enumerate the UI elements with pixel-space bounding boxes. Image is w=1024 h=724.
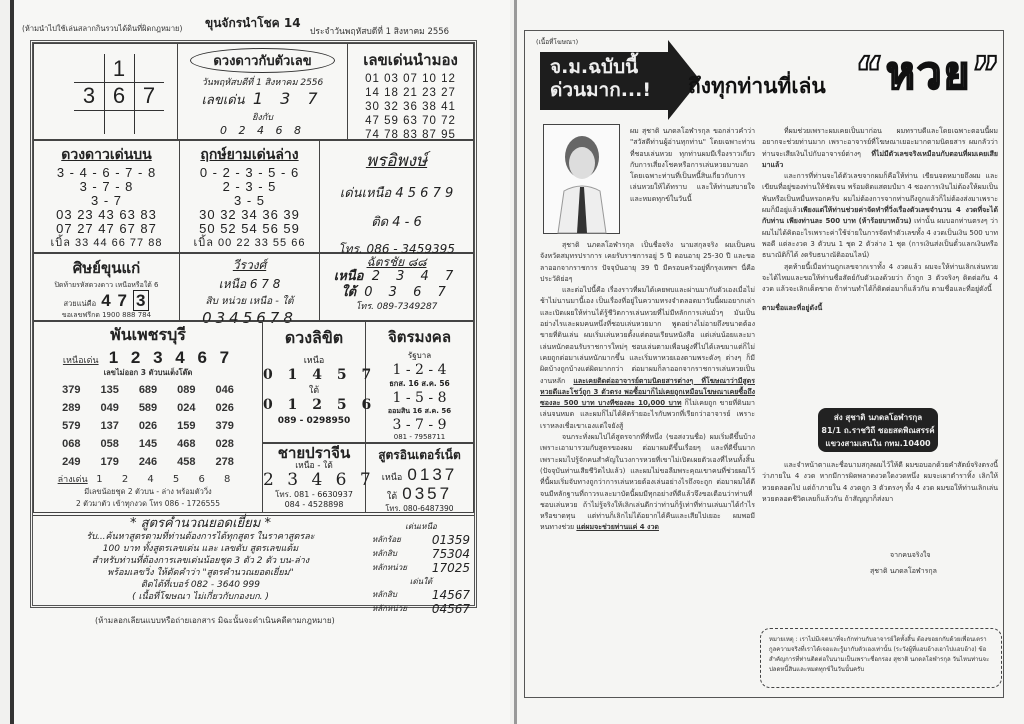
number-grid	[33, 43, 178, 140]
lottery-tips-box	[30, 40, 477, 616]
number-cell: 458	[177, 456, 196, 468]
formula-digit-row	[368, 588, 474, 602]
sit-tel: ขอเลขฟรีกด 1900 888 784	[61, 311, 152, 319]
digit-position: หลักหน่วย	[372, 604, 407, 613]
jit-label: รัฐบาล	[407, 351, 432, 360]
mailing-address	[818, 408, 938, 452]
star-sub: 0 2 4 6 8	[220, 124, 305, 137]
upper-line: 3 - 7	[90, 193, 122, 208]
phan-low: 1 2 4 5 6 8	[96, 474, 239, 485]
porn-north: เด่นเหนือ 4 5 6 7 9	[339, 186, 454, 201]
person-portrait-icon	[544, 125, 619, 233]
formula-line: 100 บาท ทั้งสูตรเลขเด่น และ เลขดับ สูตรเลขแต้ม	[102, 544, 299, 554]
jit-label: ธกส. 16 ส.ค. 56	[389, 379, 450, 388]
porn-numbers	[320, 140, 474, 256]
issue-date: ประจำวันพฤหัสบดีที่ 1 สิงหาคม 2556	[310, 27, 450, 37]
upper-line: 03 23 43 63 83	[56, 207, 157, 222]
lower-line: 50 52 54 56 59	[199, 221, 300, 236]
address-line: 81/1 ถ.ราชวิถี ซอยสดพิณสรรค์	[821, 426, 935, 435]
chai-title: ชายปราจีน	[277, 444, 351, 462]
number-cell: 379	[62, 384, 81, 396]
grid-digit: 6	[112, 83, 126, 108]
article-paragraph: ผม สุชาติ นภดลโอฬารกุล ขอกล่าวคำว่า "สวัสดีท่านผู้อ่านทุกท่าน" โดยเฉพาะท่านที่ชอบเล่นหวย ทุกท่านผมมีเรื่องราวเกี่ยวกับการเสี่ยงโชคหรือการเล่นหวยมาบอกโดยเฉพาะท่านที่เป็นหนี้สินเกี่ยวกับการเล่นหวยให้ได้ทราบ และให้ท่านสบายใจและหมดทุกข์ในวันนี้	[630, 127, 755, 203]
article-emphasis: แต่ผมจะช่วยท่านแค่ 4 งวด	[576, 523, 659, 532]
number-row	[52, 381, 244, 399]
chai-tel: 084 - 4528898	[284, 500, 344, 509]
formula-north-title: เด่นเหนือ	[405, 522, 437, 531]
formula-line: ติดได้ที่เบอร์ 082 - 3640 999	[141, 580, 260, 590]
number-cell: 046	[215, 384, 234, 396]
namong-line: 01 03 07 10 12	[365, 73, 456, 85]
headline-lottery: “หวย”	[855, 48, 1003, 99]
inter-title: สูตรอินเตอร์เน็ต	[378, 448, 461, 462]
chat-tel: โทร. 089-7349287	[355, 302, 438, 312]
digit-position: หลักหน่วย	[372, 563, 407, 572]
chat-title: ฉัตรชัย ๘๘	[366, 255, 427, 269]
upper-numbers	[33, 140, 180, 253]
star-main-label: เลขเด่น	[201, 93, 245, 108]
signature-line: จากคนจริงใจ	[890, 551, 931, 559]
number-cell: 379	[215, 420, 234, 432]
namong-line: 14 18 21 23 27	[365, 87, 456, 99]
lower-line: 3 - 5	[233, 193, 265, 208]
signature-name: สุชาติ นภดลโอฬารกุล	[870, 567, 937, 575]
formula-south-title: เด่นใต้	[409, 577, 433, 586]
number-cell: 246	[138, 456, 158, 468]
grid-digit: 7	[142, 83, 156, 108]
disclaimer-note: หมายเหตุ : เราไม่มีเจตนาที่จะกักท่านกับอาจารย์ใดทั้งสิ้น ต้องขอยกกับด้วยเพื่อนเตรากูลความจริงที่เราได้เจอและรู้มากับตัวเองเท่านั้น (ระวังผู้ที่แอบอ้างเอาไปแอบอ้าง) ข้อสำคัญการที่ท่านติดต่อในนามเป็นเพราะชื่อกรอง สุชาติ นภดลโอฬารกุล วันไหนท่านจะปลดหนี้สินและหมดทุกข์ในวันนั้นครับ	[760, 628, 1002, 688]
number-cell: 589	[138, 402, 158, 414]
wiwong-north: เหนือ 6 7 8	[218, 277, 281, 291]
upper-line: 07 27 47 67 87	[56, 221, 157, 236]
star-title: ดวงดาวกับตัวเลข	[190, 48, 334, 73]
number-cell: 278	[215, 456, 234, 468]
bottom-warning: (ห้ามลอกเลียนแบบหรือถ่ายเอกสาร มิฉะนั้นจะดำเนินคดีตามกฎหมาย)	[95, 616, 335, 625]
formula-line: พร้อมเลขวิ่ง ให้ตัดคำว่า "สูตรคำนวณยอดเยี่ยม"	[107, 568, 294, 578]
digit-value: 17025	[431, 561, 470, 575]
upper-line: 3 - 7 - 8	[79, 179, 134, 194]
upper-title: ดวงดาวเด่นบน	[61, 147, 152, 163]
namong-title: เลขเด่นนำมอง	[363, 51, 458, 69]
number-cell: 145	[138, 438, 158, 450]
digit-position: หลักสิบ	[372, 590, 397, 599]
digit-value: 01359	[431, 533, 470, 547]
wiwong-numbers	[180, 253, 320, 327]
likit-numbers	[263, 321, 377, 443]
number-cell: 058	[100, 438, 119, 450]
article-paragraph: สุชาติ นภดลโอฬารกุล เป็นชื่อจริง นามสกุลจริง ผมเป็นคนจังหวัดสมุทรปราการ เคยรับราชการอยู่ 5 ปี ตอนอายุ 25-30 ปี และขอลาออกจากราชการ ปัจจุบันอายุ 39 ปี มีครอบครัวอยู่ที่กรุงเทพฯ นี่คือประวัติย่อๆ	[540, 241, 755, 283]
sit-boxed: 3	[133, 290, 149, 311]
banner-line: ด่วนมาก...!	[550, 79, 652, 101]
number-cell: 289	[62, 402, 81, 414]
likit-north-label: เหนือ	[303, 356, 325, 366]
inter-tel: โทร. 080-6487390	[385, 504, 454, 513]
address-line: ส่ง สุชาติ นภดลโอฬารกุล	[833, 413, 923, 422]
article-paragraph: สุดท้ายนี้เมื่อท่านถูกเลขจากเราทั้ง 4 งวดแล้ว ผมจะให้ท่านเลิกเล่นหวยจะได้ไหมและขอให้ท่านซื่อสัตย์กับตัวเองด้วยว่า ถ้าถูก 3 ตัวจริงๆ ติดต่อกัน 4 งวด แล้วจะเลิกเด็ดขาด ถ้าท่านทำได้ก็ติดต่อมาก็แล้วกัน ตามชื่อและที่อยู่ดังนี้	[762, 262, 998, 294]
digit-position: หลักสิบ	[372, 549, 397, 558]
phan-note: 2 ตัวมาตัว เข้าทุกงวด โทร 086 - 1726555	[76, 499, 220, 508]
headline: ถึงทุกท่านที่เล่น	[688, 74, 826, 98]
number-row	[52, 417, 244, 435]
star-date: วันพฤหัสบดีที่ 1 สิงหาคม 2556	[201, 78, 324, 88]
number-row	[52, 435, 244, 453]
formula-digit-row	[368, 561, 474, 575]
jit-number: 3 - 7 - 9	[392, 417, 447, 433]
wiwong-desc: สิบ หน่วย เหนือ - ใต้	[205, 296, 294, 307]
sit-desc: ปิดท้ายรหัสดวงดาว เหนือหรือใต้ 6	[54, 281, 159, 289]
number-cell: 468	[177, 438, 196, 450]
article-paragraph: และจำหน้าตาและชื่อนามสกุลผมไว้ให้ดี ผมขอบอกด้วยคำสัตย์จริงตรงนี้ว่าภายใน 4 งวด หากมีการผิดพลาดงวดใดงวดหนึ่ง ผมจะเผาตำราทิ้ง เลิกให้หวยตลอดไป แต่ถ้าภายใน 4 งวดถูก 3 ตัวตรงๆ ทั้ง 4 งวด ผมขอให้ท่านเลิกเล่นหวยตลอดชีวิตเลยก็แล้วกัน ถ้าสัญญาก็ส่งมา	[762, 461, 998, 503]
digit-value: 04567	[431, 602, 470, 616]
banner-line: จ.ม.ฉบับนี้	[550, 56, 639, 78]
star-numbers	[178, 43, 348, 140]
formula-ad	[33, 515, 474, 616]
number-cell: 179	[100, 456, 119, 468]
article-emphasis: และเคยติดต่ออาจารย์ตามนิตยสารต่างๆ ที่โฆษณาว่ามีสูตรหวยดีและโชว์ถูก 3 ตัวตรง พอซื้อมาก็ไม่เคยถูกเหมือนโฆษณาเคยซื้อถึงซองละ 500 บาท บางทีซองละ 10,000 บาท	[540, 376, 755, 408]
inter-north-label: เหนือ	[381, 473, 403, 483]
upper-line: เบิ้ล 33 44 66 77 88	[50, 237, 163, 249]
top-warning: (ห้ามนำไปใช้เล่นสลากกินรวบได้ดินที่ผิดกฎหมาย)	[22, 24, 183, 33]
inter-south: 0357	[402, 484, 453, 503]
jit-title: จิตรมงคล	[387, 328, 452, 346]
formula-digit-row	[368, 547, 474, 561]
article-paragraph: ก็ไม่เคยถูก ขายที่ดินมาเล่นจนหมด และผมก็ไม่ได้คิดร้ายอะไรกับพวกที่เรียกว่าอาจารย์ เพราะเราหลงเชื่อเขาเองแต่ใจยังสู้	[540, 399, 755, 430]
likit-title: ดวงลิขิต	[284, 328, 344, 347]
digit-value: 75304	[431, 547, 470, 561]
phan-title: พันเพชรบุรี	[110, 325, 186, 344]
number-cell: 249	[62, 456, 81, 468]
number-cell: 089	[177, 384, 196, 396]
number-cell: 028	[215, 438, 234, 450]
number-cell: 135	[100, 384, 119, 396]
jit-tel: 081 - 7958711	[393, 433, 446, 441]
ad-label: (เนื้อที่โฆษณา)	[536, 38, 579, 46]
phan-number-table	[52, 381, 244, 471]
lower-title: ฤกษ์ยามเด่นล่าง	[200, 147, 299, 163]
namong-line: 47 59 63 70 72	[365, 115, 456, 127]
article-col1	[540, 240, 755, 534]
phan-lead: 1 2 3 4 6 7	[108, 348, 234, 367]
phan-low-label: ล่างเด่น	[57, 475, 88, 485]
number-cell: 049	[100, 402, 119, 414]
likit-north: 0 1 4 5 7	[263, 367, 377, 383]
number-cell: 024	[177, 402, 196, 414]
urgent-banner	[540, 52, 670, 110]
likit-tel: 089 - 0298950	[277, 416, 351, 426]
sit-label: สวยแน่คือ	[63, 299, 97, 308]
jit-number: 1 - 5 - 8	[392, 390, 447, 406]
chat-south: 0 3 6 7	[364, 285, 452, 300]
article-paragraph: และการที่ท่านจะได้ตัวเลขจากผมก็คือให้ท่าน เขียนจดหมายถึงผม และเขียนที่อยู่ของท่านให้ชัดเจน พร้อมติดแสตมป์มา 4 ซองการเงินไม่ต้องให้ผมเป็นพันหรือเป็นหมื่นหรอกครับ ผมไม่ต้องการจากท่านถึงถูกแล้วก็ไม่ต้องส่งมาเพราะผมก็มีอยู่แล้ว	[762, 172, 998, 215]
phan-note: มีเลขน้อยชุด 2 ตัวบน - ล่าง พร้อมตัววิ่ง	[84, 487, 212, 496]
number-cell: 579	[62, 420, 81, 432]
chat-south-label: ใต้	[341, 285, 357, 300]
jit-label: ออมสิน 16 ส.ค. 56	[387, 407, 452, 415]
article-paragraph: เท่านั้น ผมบอกท่านตรงๆ ว่า ผมไม่ได้คิดอะไรเพราะค่าใช้จ่ายในการจัดทำตัวเลขทั้ง 4 งวดเป็นเงิน 500 บาท พอดี แต่ละงวด 3 ตัวบน 1 ชุด 2 ตัวล่าง 1 ชุด (การเงินส่งเป็นตั๋วแลกเงินหรือธนาณัติก็ได้ งดรับธนาณัติออนไลน์)	[762, 217, 998, 260]
formula-line: สำหรับท่านที่ต้องการเลขเด่นน้อยชุด 3 ตัว 2 ตัว บน-ล่าง	[91, 556, 310, 566]
porn-title: พรอิพงษ์	[365, 151, 428, 171]
number-cell: 689	[138, 384, 158, 396]
formula-line: ( เนื้อที่โฆษณา ไม่เกี่ยวกับกองบก. )	[132, 592, 269, 602]
article-col2	[762, 126, 998, 315]
inter-north: 0137	[407, 465, 458, 484]
address-label: ตามชื่อและที่อยู่ดังนี้	[762, 304, 823, 313]
likit-south: 0 1 2 5 6	[263, 397, 377, 413]
closing-paragraph	[762, 460, 998, 505]
chai-numbers	[263, 443, 375, 513]
chat-numbers	[320, 253, 474, 321]
sit-title: ศิษย์ขุนแก่	[72, 259, 141, 277]
star-sub-label: ยิงกับ	[252, 113, 273, 123]
number-cell: 026	[215, 402, 234, 414]
jit-number: 1 - 2 - 4	[392, 362, 447, 378]
article-paragraph: และต่อไปนี้คือ เรื่องราวที่ผมได้เคยพบและผ่านมากับตัวเองเมื่อไม่ช้าไม่นานมานี้เอง เป็นเรื่องที่อยู่ในความทรงจำตลอดมาวันนี้ผมอยากเล่าและเปิดเผยให้ท่านได้รู้ชีวิตการเล่นหวยที่ไม่มีหลักการเล่นมั่วๆ มันเป็นอย่างไรและผมคนหนึ่งที่ชอบเล่นหวยมาก พูดอย่างไม่อายถึงขนาดต้องขายที่ดินเล่น ผมเริ่มเล่นหวยตั้งแต่ตอนเรียนหนังสือ แต่เล่นน้อยและมาเล่นหนักตอนรับราชการใหม่ๆ ชอบเล่นตามเพื่อนฝูงที่ไปได้เลขมาแต่ก็ไม่เคยถูกต่อมาเล่นหนักมากขึ้น และเริ่มหาหวยเองตามพระดังๆ ต่างๆ ก็มีผิดบ้างถูกบ้างแต่ผิดมากกว่า ต่อมาผมก็ลาออกจากราชการเล่นหวยเป็นงานหลัก	[540, 286, 755, 385]
number-row	[52, 453, 244, 471]
number-cell: 068	[62, 438, 81, 450]
porn-tel: โทร. 086 - 3459395	[338, 242, 455, 256]
number-cell: 159	[177, 420, 196, 432]
lower-line: 2 - 3 - 5	[222, 179, 277, 194]
number-cell: 137	[100, 420, 119, 432]
lower-line: 0 - 2 - 3 - 5 - 6	[199, 165, 300, 180]
grid-digit: 1	[112, 56, 126, 81]
chai-tel: โทร. 081 - 6630937	[275, 490, 353, 499]
page-title: ขุนจักรนำโชค 14	[205, 16, 301, 30]
digit-position: หลักร้อย	[372, 535, 401, 544]
namong-line: 30 32 36 38 41	[365, 101, 456, 113]
number-row	[52, 399, 244, 417]
wiwong-title: วีรวงศ์	[232, 258, 267, 272]
formula-digit-row	[368, 602, 474, 616]
namong-line: 74 78 83 87 95	[365, 129, 456, 141]
article-emphasis: ที่ไม่มีตัวเลขจริงเหมือนกับตอนที่ผมเคยเสียมาแล้ว	[762, 149, 998, 169]
sit-numbers	[33, 253, 180, 321]
namong-numbers	[348, 43, 474, 140]
chat-north-label: เหนือ	[333, 269, 364, 284]
star-main: 1 3 7	[252, 89, 324, 108]
chai-nums: 2 3 4 6 7	[263, 470, 375, 490]
likit-south-label: ใต้	[308, 386, 320, 396]
lower-line: เบิ้ล 00 22 33 55 66	[193, 237, 306, 249]
article-paragraph: จนกระทั่งผมไปได้สูตรจากที่ที่หนึ่ง (ขอสงวนชื่อ) ผมเริ่มดีขึ้นบ้าง เพราะเอามารวมกับสูตรของผม ต่อมาผมดีขึ้นเรื่อยๆ และที่ดีขึ้นมากเพราะผมไปรู้จักคนสำคัญในวงการหวยที่เขาไม่เปิดเผยตัวเองที่ไหนทั้งสิ้น (ปัจจุบันท่านเสียชีวิตไปแล้ว) และผมไม่ขอลืมพระคุณเขาคนที่ช่วยผมไว้ ที่นี้ผมเริ่มจับทางถูกว่าการเล่นหวยต้องเล่นอย่างไรถึงจะถูก ต่อมาผมได้ดีจนมีหลักฐานที่ถาวรและมาบัดนี้ผมมีทุกอย่างที่ดีแล้วจึงขอเตือนว่าท่านที่ชอบเล่นหวย ถ้าไม่รู้จริงให้เลิกเล่นดีกว่าท่านก็รู้เท่าที่ท่านเล่นมาได้กำไรหรือขาดทุน แต่ท่านก็เลิกไม่ได้อยากได้คืนและเสียไปเยอะ ผมพอมีหนทางช่วย	[540, 433, 755, 532]
upper-line: 3 - 4 - 6 - 7 - 8	[56, 165, 157, 180]
number-cell: 026	[138, 420, 158, 432]
author-photo	[543, 124, 620, 234]
chat-north: 2 3 4 7	[371, 269, 460, 284]
article-col1-intro	[630, 126, 755, 205]
address-line: แขวงสามเสนใน กทม.10400	[825, 439, 931, 448]
sit-nums: 4 7	[101, 291, 128, 310]
phan-lead-label: เหนือเด่น	[62, 356, 99, 366]
wiwong-nums: 0345678	[202, 309, 297, 327]
inter-numbers	[366, 443, 474, 513]
digit-value: 14567	[431, 588, 470, 602]
chai-label: เหนือ - ใต้	[295, 461, 333, 471]
phan-numbers	[33, 321, 263, 513]
formula-title: * สูตรคำนวณยอดเยี่ยม *	[130, 516, 271, 531]
porn-tie: ติด 4 - 6	[371, 215, 422, 230]
formula-line: รับ...ค้นหาสูตรตามที่ท่านต้องการได้ทุกสูตร ในราคาสูตรละ	[86, 532, 315, 542]
jit-numbers	[366, 321, 474, 443]
article-emphasis: เพียงแต่ให้ท่านช่วยค่าจัดทำที่วิ่งเรื่องตัวเลขจำนวน 4 งวดที่จะได้กับท่าน เพียงท่านละ 500 บาท (ห้าร้อยบาทถ้วน)	[762, 206, 998, 226]
lower-numbers	[180, 140, 320, 253]
article-paragraph: ที่ผมช่วยเพราะผมเคยเป็นมาก่อน ผมทราบดีและโดยเฉพาะตอนนี้ผมอยากจะช่วยท่านมาก เพราะอาจารย์ที่โฆษณาเยอะมากตามนิตยสาร ผมกลัวว่าท่านจะเสียเงินไปกับอาจารย์ต่างๆ	[762, 127, 998, 158]
phan-sub: เลขไม่ออก 3 ตัวบนเต็งโต๊ด	[103, 368, 193, 377]
formula-digit-row	[368, 533, 474, 547]
inter-south-label: ใต้	[386, 492, 398, 502]
lower-line: 30 32 34 36 39	[199, 207, 300, 222]
grid-digit: 3	[82, 83, 96, 108]
